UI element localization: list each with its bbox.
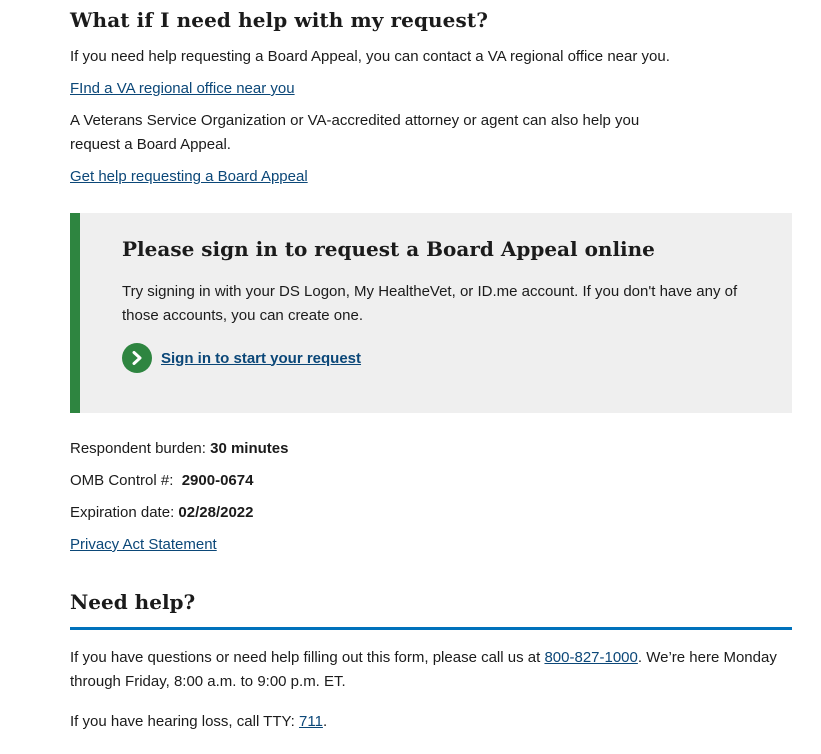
privacy-link-wrapper — [70, 533, 217, 557]
phone-number-link[interactable]: 800-827-1000 — [544, 649, 638, 666]
expiration-date-label: Expiration date: — [70, 504, 175, 521]
tty-text: If you have hearing loss, call TTY: — [70, 713, 300, 730]
sign-in-alert-heading: Please sign in to request a Board Appeal online — [122, 237, 655, 261]
respondent-burden-value: 30 minutes — [210, 440, 289, 457]
sign-in-action-label: Sign in to start your request — [161, 349, 362, 367]
tty-contact-text — [70, 710, 327, 734]
need-help-contact-text — [70, 646, 792, 694]
help-paragraph-regional-office: If you need help requesting a Board Appeal, you can contact a VA regional office near you. — [70, 48, 670, 65]
privacy-act-statement-link[interactable]: Privacy Act Statement — [70, 536, 217, 553]
respondent-burden — [70, 437, 288, 461]
sign-in-alert-text: Try signing in with your DS Logon, My HealtheVet, or ID.me account. If you don't have any of those accounts, you can create one. — [122, 283, 738, 324]
expiration-date-value: 02/28/2022 — [178, 504, 254, 521]
help-heading: What if I need help with my request? — [70, 8, 489, 32]
find-regional-office-link[interactable]: FInd a VA regional office near you — [70, 80, 295, 97]
sign-in-alert — [70, 213, 792, 413]
omb-control-value: 2900-0674 — [181, 472, 254, 489]
regional-office-link-wrapper — [70, 77, 295, 101]
help-paragraph-vso: A Veterans Service Organization or VA-accredited attorney or agent can also help you request a Board Appeal. — [70, 112, 640, 153]
omb-control-label: OMB Control #: — [70, 472, 174, 489]
expiration-date — [70, 501, 253, 525]
need-help-text-after-phone: . We’re here Monday through Friday, 8:00 a.m. to 9:00 p.m. ET. — [70, 649, 777, 690]
need-help-divider — [70, 627, 792, 630]
omb-control-number — [70, 469, 253, 493]
need-help-heading: Need help? — [70, 590, 196, 614]
chevron-right-icon — [122, 343, 152, 373]
tty-end: . — [322, 713, 328, 730]
sign-in-action-link[interactable] — [122, 343, 361, 373]
get-help-link[interactable]: Get help requesting a Board Appeal — [70, 168, 308, 185]
need-help-text-before-phone: If you have questions or need help filling out this form, please call us at — [70, 649, 545, 666]
get-help-link-wrapper — [70, 165, 308, 189]
respondent-burden-label: Respondent burden: — [70, 440, 206, 457]
tty-number-link[interactable]: 711 — [299, 713, 323, 730]
